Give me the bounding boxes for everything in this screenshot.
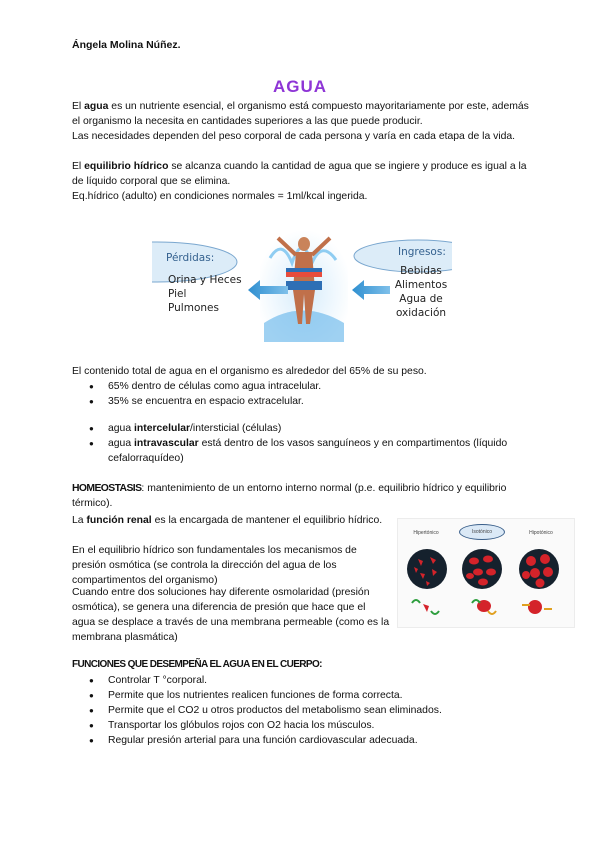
intake-item: oxidación [395,307,447,319]
functions-list [72,673,532,748]
list-item: ● Controlar T °corporal. [72,673,532,688]
osmotic-pressure-paragraph: En el equilibrio hídrico son fundamentales los mecanismos de presión osmótica (se controla la dirección del agua de los compartimentos del organismo) [72,545,357,586]
total-water-line: El contenido total de agua en el organismo es alrededor del 65% de su peso. [72,366,427,377]
intake-item: Bebidas [400,265,442,277]
tonicity-cells-illustration [398,519,574,627]
water-distribution-list [72,379,532,409]
homeostasis-definition: HOMEOSTASIS: mantenimiento de un entorno interno normal (p.e. equilibrio hídrico y equilibrio térmico). [72,483,507,509]
human-head [298,237,310,251]
loss-item: Piel [168,288,187,300]
intro-paragraph-4: Eq.hídrico (adulto) en condiciones normales = 1ml/kcal ingerida. [72,191,368,202]
water-balance-figure [152,228,452,346]
hypertonic-label: Hipertónico [413,530,439,536]
intake-item: Agua de [399,293,443,305]
loss-item: Orina y Heces [168,274,242,286]
intakes-title: Ingresos: [398,246,446,258]
list-item: ● 65% dentro de células como agua intracelular. [72,379,532,394]
intake-arrow [352,280,390,300]
list-item: ● 35% se encuentra en espacio extracelular. [72,394,532,409]
list-item: ● Regular presión arterial para una función cardiovascular adecuada. [72,733,532,748]
tonicity-figure [397,518,575,628]
water-compartments-list [72,421,532,466]
intro-paragraph-1: El agua es un nutriente esencial, el organismo está compuesto mayoritariamente por este, además el organismo la necesita en cantidades superiores a las que puede producir. [72,101,529,127]
isotonic-label: Isotónico [471,529,492,535]
intro-paragraph-2: Las necesidades dependen del peso corporal de cada persona y varía en cada etapa de la vida. [72,131,516,142]
renal-function-paragraph: La función renal es la encargada de mantener el equilibrio hídrico. [72,515,383,526]
functions-heading: FUNCIONES QUE DESEMPEÑA EL AGUA EN EL CUERPO: [72,659,322,670]
intro-paragraph-3: El equilibrio hídrico se alcanza cuando la cantidad de agua que se ingiere y produce es igual a la de líquido corporal que se elimina. [72,161,527,187]
page-title: AGUA [272,77,328,96]
loss-item: Pulmones [168,302,219,314]
losses-title: Pérdidas: [166,252,215,264]
list-item: ● agua intravascular está dentro de los vasos sanguíneos y en compartimentos (líquido cefalorraquídeo) [72,436,532,466]
osmolarity-paragraph: Cuando entre dos soluciones hay diferente osmolaridad (presión osmótica), se genera una diferencia de presión que hace que el agua se desplace a través de una membrana permeable (como es la membrana plasmática) [72,587,390,643]
homeostasis-term: HOMEOSTASIS [72,483,142,494]
intakes-list [390,264,452,320]
list-item: ● Transportar los glóbulos rojos con O2 hacia los músculos. [72,718,532,733]
list-item: ● Permite que los nutrientes realicen funciones de forma correcta. [72,688,532,703]
list-item: ● agua intercelular/intersticial (células) [72,421,532,436]
list-item: ● Permite que el CO2 u otros productos del metabolismo sean eliminados. [72,703,532,718]
intake-item: Alimentos [394,279,448,291]
author-name: Ángela Molina Núñez. [72,39,181,51]
hypotonic-label: Hipotónico [529,530,553,536]
losses-list [168,273,242,315]
